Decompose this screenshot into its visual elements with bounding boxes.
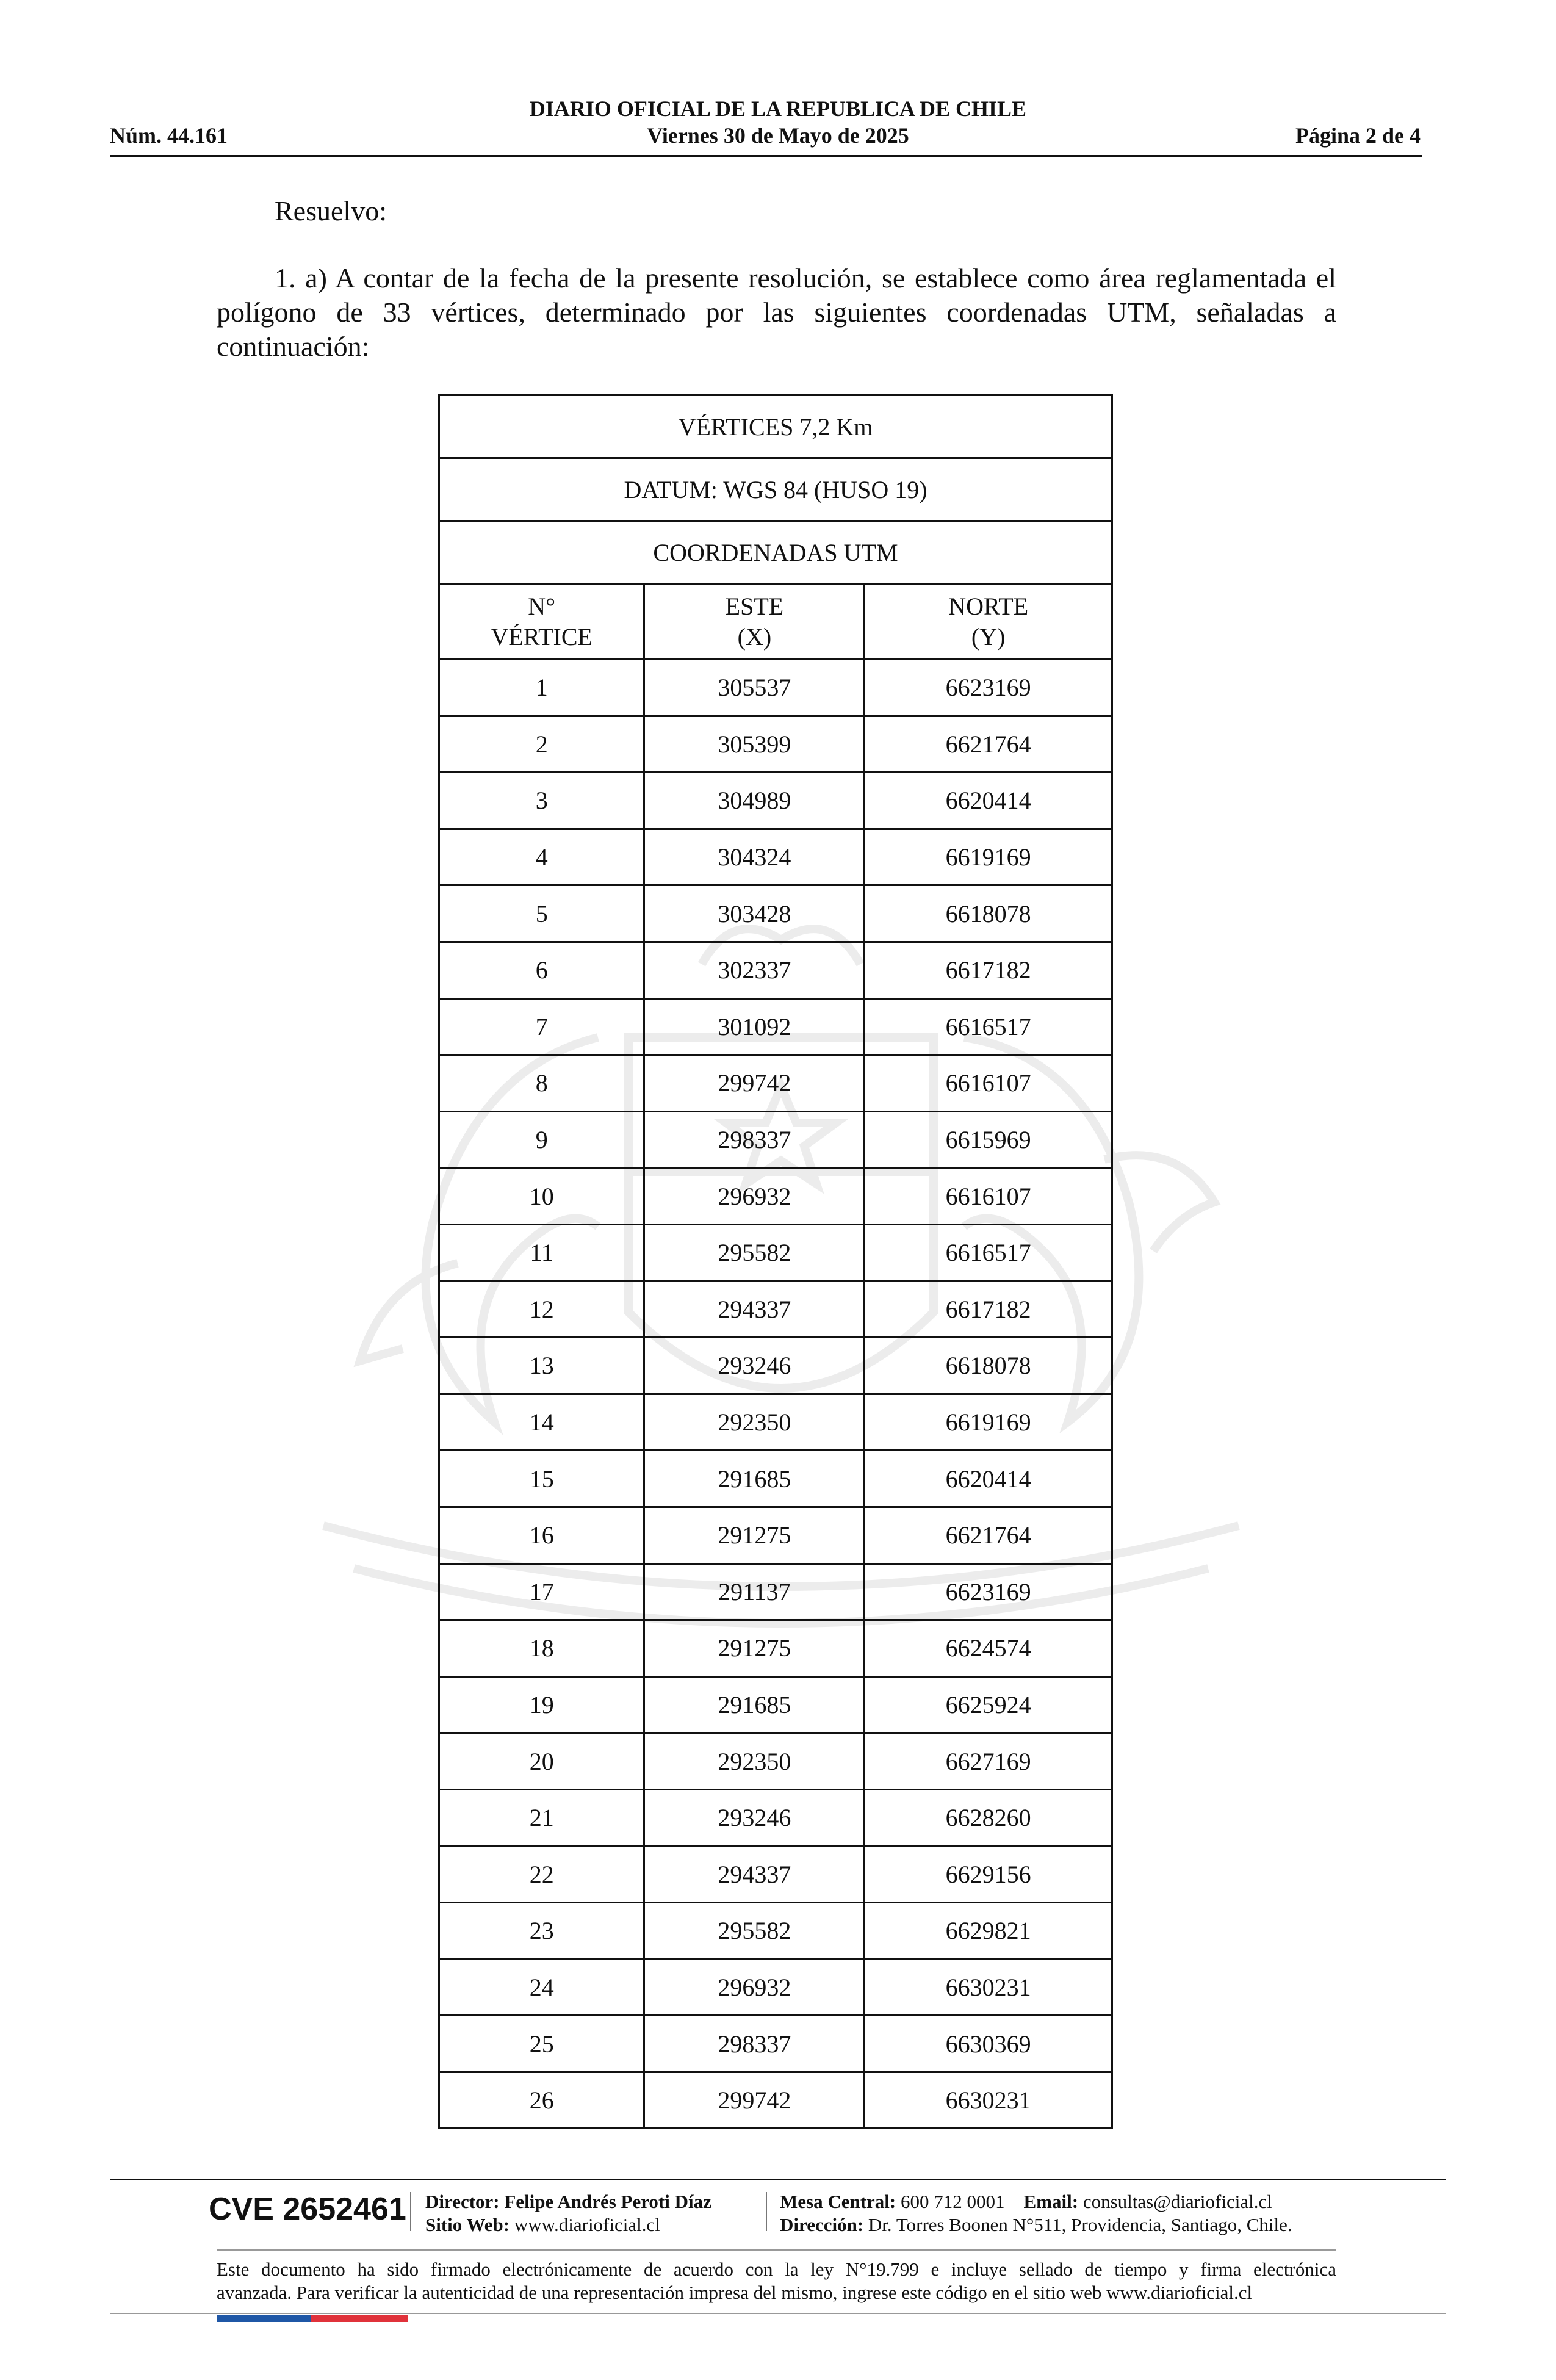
- legal-notice-line1: Este documento ha sido firmado electrónicamente de acuerdo con la ley N°19.799 e incluye sellado de tiempo y firma electrónica: [217, 2259, 1336, 2280]
- vertex-number-cell: 14: [439, 1394, 644, 1451]
- table-row: [439, 1394, 1112, 1451]
- vertex-number-cell: 4: [439, 829, 644, 885]
- table-coords-label: COORDENADAS UTM: [439, 521, 1112, 584]
- vertex-number-cell: 17: [439, 1563, 644, 1620]
- column-header-vertex-line2: VÉRTICE: [491, 622, 593, 651]
- gazette-title: DIARIO OFICIAL DE LA REPUBLICA DE CHILE: [529, 96, 1027, 121]
- east-coordinate-cell: 304989: [644, 773, 865, 829]
- east-coordinate-cell: 292350: [644, 1733, 865, 1790]
- north-coordinate-cell: 6625924: [865, 1676, 1112, 1733]
- table-row: [439, 2016, 1112, 2072]
- vertex-number-cell: 20: [439, 1733, 644, 1790]
- website-label: Sitio Web:: [425, 2214, 510, 2235]
- email-link[interactable]: consultas@diarioficial.cl: [1082, 2191, 1272, 2212]
- footer-bottom-divider: [110, 2313, 1446, 2314]
- cve-code: CVE 2652461: [209, 2191, 406, 2227]
- vertex-number-cell: 9: [439, 1111, 644, 1168]
- vertex-number-cell: 5: [439, 885, 644, 942]
- north-coordinate-cell: 6630369: [865, 2016, 1112, 2072]
- footer-address: [780, 2213, 1292, 2237]
- issue-number: Núm. 44.161: [110, 123, 228, 148]
- north-coordinate-cell: 6621764: [865, 716, 1112, 773]
- east-coordinate-cell: 298337: [644, 2016, 865, 2072]
- north-coordinate-cell: 6630231: [865, 1959, 1112, 2016]
- north-coordinate-cell: 6617182: [865, 942, 1112, 998]
- resolution-heading: Resuelvo:: [275, 195, 387, 226]
- vertex-number-cell: 26: [439, 2072, 644, 2129]
- flag-stripe-red: [311, 2315, 408, 2322]
- vertex-number-cell: 23: [439, 1903, 644, 1960]
- vertex-number-cell: 22: [439, 1846, 644, 1903]
- east-coordinate-cell: 294337: [644, 1281, 865, 1338]
- column-header-vertex-line1: N°: [528, 592, 556, 620]
- table-row: [439, 660, 1112, 716]
- table-row: [439, 1733, 1112, 1790]
- east-coordinate-cell: 291275: [644, 1620, 865, 1677]
- east-coordinate-cell: 291685: [644, 1451, 865, 1507]
- east-coordinate-cell: 298337: [644, 1111, 865, 1168]
- east-coordinate-cell: 304324: [644, 829, 865, 885]
- vertex-number-cell: 15: [439, 1451, 644, 1507]
- east-coordinate-cell: 293246: [644, 1338, 865, 1394]
- north-coordinate-cell: 6624574: [865, 1620, 1112, 1677]
- table-row: [439, 1507, 1112, 1563]
- table-row: [439, 1676, 1112, 1733]
- vertex-number-cell: 13: [439, 1338, 644, 1394]
- vertex-number-cell: 6: [439, 942, 644, 998]
- mesa-label: Mesa Central:: [780, 2191, 896, 2212]
- column-header-east: [644, 584, 865, 660]
- website-link[interactable]: www.diarioficial.cl: [514, 2214, 660, 2235]
- north-coordinate-cell: 6621764: [865, 1507, 1112, 1563]
- north-coordinate-cell: 6616517: [865, 998, 1112, 1055]
- page-indicator: Página 2 de 4: [1295, 123, 1421, 148]
- table-row: [439, 1224, 1112, 1281]
- vertex-number-cell: 8: [439, 1055, 644, 1112]
- flag-stripe-blue: [217, 2315, 311, 2322]
- east-coordinate-cell: 292350: [644, 1394, 865, 1451]
- vertex-number-cell: 21: [439, 1789, 644, 1846]
- east-coordinate-cell: 295582: [644, 1224, 865, 1281]
- north-coordinate-cell: 6620414: [865, 1451, 1112, 1507]
- vertex-number-cell: 10: [439, 1168, 644, 1225]
- address-label: Dirección:: [780, 2214, 864, 2235]
- north-coordinate-cell: 6623169: [865, 660, 1112, 716]
- table-row: [439, 773, 1112, 829]
- vertex-number-cell: 18: [439, 1620, 644, 1677]
- east-coordinate-cell: 294337: [644, 1846, 865, 1903]
- north-coordinate-cell: 6629156: [865, 1846, 1112, 1903]
- footer-separator: [766, 2192, 767, 2231]
- table-row: [439, 1846, 1112, 1903]
- mesa-value: 600 712 0001: [901, 2191, 1005, 2212]
- east-coordinate-cell: 301092: [644, 998, 865, 1055]
- table-row: [439, 2072, 1112, 2129]
- table-row: [439, 1451, 1112, 1507]
- address-value: Dr. Torres Boonen N°511, Providencia, Santiago, Chile.: [868, 2214, 1292, 2235]
- north-coordinate-cell: 6615969: [865, 1111, 1112, 1168]
- north-coordinate-cell: 6630231: [865, 2072, 1112, 2129]
- footer-divider: [110, 2179, 1446, 2180]
- table-row: [439, 1168, 1112, 1225]
- vertex-number-cell: 3: [439, 773, 644, 829]
- column-header-east-line1: ESTE: [725, 592, 784, 620]
- vertex-number-cell: 7: [439, 998, 644, 1055]
- resolution-paragraph: 1. a) A contar de la fecha de la presente resolución, se establece como área reglamentada el polígono de 33 vértices, determinado por las siguientes coordenadas UTM, señaladas a continuación:: [217, 262, 1336, 362]
- vertex-number-cell: 19: [439, 1676, 644, 1733]
- footer-separator: [410, 2192, 411, 2231]
- vertex-number-cell: 12: [439, 1281, 644, 1338]
- east-coordinate-cell: 291275: [644, 1507, 865, 1563]
- table-row: [439, 829, 1112, 885]
- utm-coordinates-table: [438, 394, 1113, 2129]
- north-coordinate-cell: 6619169: [865, 829, 1112, 885]
- table-title: VÉRTICES 7,2 Km: [439, 395, 1112, 458]
- column-header-vertex: [439, 584, 644, 660]
- table-row: [439, 1111, 1112, 1168]
- vertex-number-cell: 2: [439, 716, 644, 773]
- vertex-number-cell: 11: [439, 1224, 644, 1281]
- table-row: [439, 1620, 1112, 1677]
- table-row: [439, 1281, 1112, 1338]
- east-coordinate-cell: 291137: [644, 1563, 865, 1620]
- table-row: [439, 1055, 1112, 1112]
- east-coordinate-cell: 291685: [644, 1676, 865, 1733]
- table-row: [439, 1789, 1112, 1846]
- issue-date: Viernes 30 de Mayo de 2025: [647, 123, 909, 148]
- column-header-north-line1: NORTE: [948, 592, 1029, 620]
- table-row: [439, 885, 1112, 942]
- east-coordinate-cell: 296932: [644, 1959, 865, 2016]
- north-coordinate-cell: 6629821: [865, 1903, 1112, 1960]
- east-coordinate-cell: 305399: [644, 716, 865, 773]
- table-row: [439, 998, 1112, 1055]
- east-coordinate-cell: 302337: [644, 942, 865, 998]
- table-column-header-row: [439, 584, 1112, 660]
- north-coordinate-cell: 6619169: [865, 1394, 1112, 1451]
- vertex-number-cell: 1: [439, 660, 644, 716]
- table-title-row: [439, 395, 1112, 458]
- east-coordinate-cell: 299742: [644, 1055, 865, 1112]
- north-coordinate-cell: 6618078: [865, 1338, 1112, 1394]
- east-coordinate-cell: 295582: [644, 1903, 865, 1960]
- table-datum-row: [439, 458, 1112, 521]
- table-row: [439, 942, 1112, 998]
- north-coordinate-cell: 6620414: [865, 773, 1112, 829]
- footer-website: [425, 2213, 660, 2237]
- table-row: [439, 1959, 1112, 2016]
- north-coordinate-cell: 6617182: [865, 1281, 1112, 1338]
- column-header-north-line2: (Y): [971, 622, 1006, 651]
- column-header-north: [865, 584, 1112, 660]
- table-row: [439, 716, 1112, 773]
- footer-contact: [780, 2190, 1272, 2213]
- east-coordinate-cell: 305537: [644, 660, 865, 716]
- table-row: [439, 1903, 1112, 1960]
- vertex-number-cell: 16: [439, 1507, 644, 1563]
- north-coordinate-cell: 6623169: [865, 1563, 1112, 1620]
- vertex-number-cell: 25: [439, 2016, 644, 2072]
- east-coordinate-cell: 293246: [644, 1789, 865, 1846]
- north-coordinate-cell: 6627169: [865, 1733, 1112, 1790]
- table-datum: DATUM: WGS 84 (HUSO 19): [439, 458, 1112, 521]
- director-label: Director:: [425, 2191, 500, 2212]
- east-coordinate-cell: 303428: [644, 885, 865, 942]
- north-coordinate-cell: 6616107: [865, 1055, 1112, 1112]
- director-name: Felipe Andrés Peroti Díaz: [504, 2191, 711, 2212]
- east-coordinate-cell: 299742: [644, 2072, 865, 2129]
- header-divider: [110, 155, 1422, 157]
- north-coordinate-cell: 6616107: [865, 1168, 1112, 1225]
- north-coordinate-cell: 6618078: [865, 885, 1112, 942]
- north-coordinate-cell: 6616517: [865, 1224, 1112, 1281]
- north-coordinate-cell: 6628260: [865, 1789, 1112, 1846]
- vertex-number-cell: 24: [439, 1959, 644, 2016]
- legal-notice-line2: avanzada. Para verificar la autenticidad de una representación impresa del mismo, ingrese este código en el sitio web www.diarioficial.cl: [217, 2282, 1253, 2303]
- footer-inner-divider: [217, 2249, 1336, 2251]
- table-row: [439, 1563, 1112, 1620]
- east-coordinate-cell: 296932: [644, 1168, 865, 1225]
- email-label: Email:: [1023, 2191, 1079, 2212]
- table-row: [439, 1338, 1112, 1394]
- footer-director: [425, 2190, 711, 2213]
- table-coords-row: [439, 521, 1112, 584]
- column-header-east-line2: (X): [737, 622, 772, 651]
